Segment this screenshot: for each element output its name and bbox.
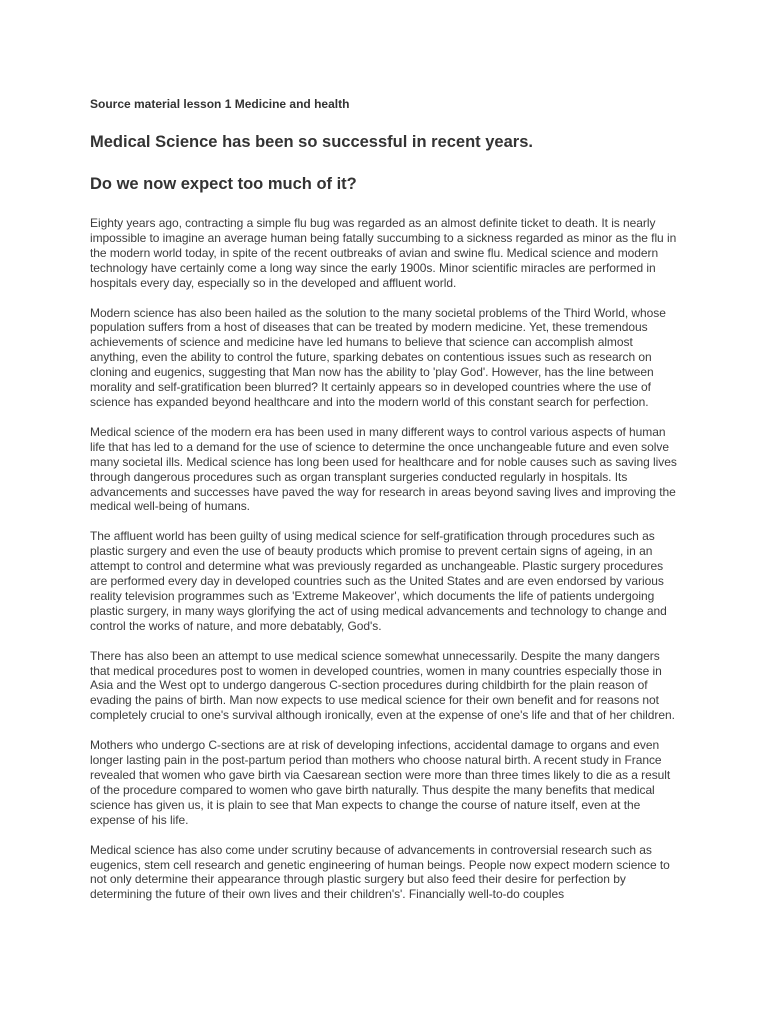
paragraph-5: There has also been an attempt to use medical science somewhat unnecessarily. Despite the many dangers that medical procedures post to women in developed countries, women in many countries especially those in Asia and the West opt to undergo dangerous C-section procedures during childbirth for the plain reason of evading the pains of birth. Man now expects to use medical science for their own benefit and for reasons not completely crucial to one's survival although ironically, even at the expense of one's life and that of her children.: [90, 648, 675, 723]
source-label: Source material lesson 1 Medicine and health: [90, 97, 350, 111]
document-title: Medical Science has been so successful in recent years.: [90, 133, 533, 151]
paragraph-2: Modern science has also been hailed as the solution to the many societal problems of the Third World, whose population suffers from a host of diseases that can be treated by modern medicine. Yet, these tremendous achievements of science and medicine have led humans to believe that science can accomplish almost anything, even the ability to control the future, sparking debates on contentious issues such as research on cloning and eugenics, suggesting that Man now has the ability to 'play God'. However, has the line between morality and self-gratification been blurred? It certainly appears so in developed countries where the use of science has expanded beyond healthcare and into the modern world of this constant search for perfection.: [90, 305, 666, 409]
paragraph-6: Mothers who undergo C-sections are at risk of developing infections, accidental damage to organs and even longer lasting pain in the post-partum period than mothers who choose natural birth. A recent study in France revealed that women who gave birth via Caesarean section were more than three times likely to die as a result of the procedure compared to women who gave birth naturally. Thus despite the many benefits that medical science has given us, it is plain to see that Man expects to change the course of nature itself, even at the expense of his life.: [90, 738, 671, 827]
paragraph-7: Medical science has also come under scrutiny because of advancements in controversial research such as eugenics, stem cell research and genetic engineering of human beings. People now expect modern science to not only determine their appearance through plastic surgery but also feed their desire for perfection by determining the future of their own lives and their children's'. Financially well-to-do couples: [90, 842, 670, 902]
paragraph-3: Medical science of the modern era has been used in many different ways to control various aspects of human life that has led to a demand for the use of science to determine the once unchangeable future and even solve many societal ills. Medical science has long been used for healthcare and for noble causes such as saving lives through dangerous procedures such as organ transplant surgeries conducted regularly in hospitals. Its advancements and successes have paved the way for research in areas beyond saving lives and improving the medical well-being of humans.: [90, 424, 677, 514]
document-page: [90, 96, 680, 917]
document-subtitle: Do we now expect too much of it?: [90, 175, 357, 193]
paragraph-4: The affluent world has been guilty of using medical science for self-gratification through procedures such as plastic surgery and even the use of beauty products which promise to prevent certain signs of ageing, in an attempt to control and determine what was previously regarded as unchangeable. Plastic surgery procedures are performed every day in developed countries such as the United States and are even endorsed by various reality television programmes such as 'Extreme Makeover', which documents the life of patients undergoing plastic surgery, in many ways glorifying the act of using medical advancements and technology to change and control the works of nature, and more debatably, God's.: [90, 529, 667, 633]
paragraph-1: Eighty years ago, contracting a simple flu bug was regarded as an almost definite ticket to death. It is nearly impossible to imagine an average human being fatally succumbing to a sickness regarded as minor as the flu in the modern world today, in spite of the recent outbreaks of avian and swine flu. Medical science and modern technology have certainly come a long way since the early 1900s. Minor scientific miracles are performed in hospitals every day, especially so in the developed and affluent world.: [90, 216, 677, 290]
